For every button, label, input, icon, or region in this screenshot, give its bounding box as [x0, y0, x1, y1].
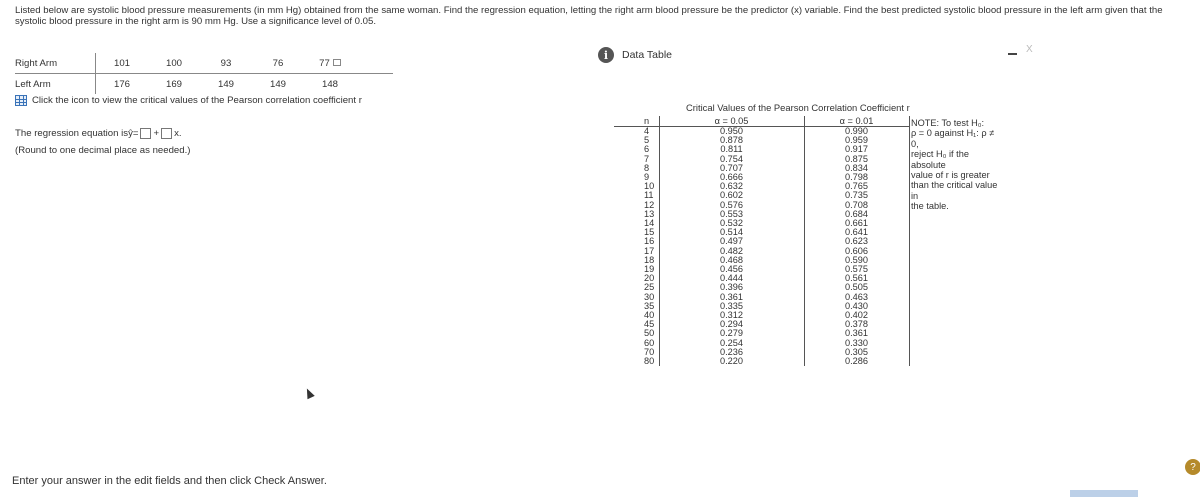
table-cell: 13	[614, 210, 659, 219]
table-cell: 0.279	[659, 329, 804, 338]
table-cell: 25	[614, 283, 659, 292]
data-cell: 149	[217, 78, 234, 90]
table-cell: 0.606	[804, 247, 909, 256]
table-cell: 0.286	[804, 357, 909, 366]
data-cell: 176	[113, 78, 130, 90]
popup-title: Data Table	[622, 49, 673, 61]
table-cell: 0.590	[804, 256, 909, 265]
table-cell: 0.684	[804, 210, 909, 219]
instruction-message: Enter your answer in the edit fields and then click Check Answer.	[12, 475, 327, 487]
table-cell: 0.623	[804, 237, 909, 246]
table-cell: 0.834	[804, 164, 909, 173]
data-cell: 76	[272, 57, 284, 69]
data-row-right-arm	[15, 53, 393, 73]
table-cell: 0.514	[659, 228, 804, 237]
table-cell: 40	[614, 311, 659, 320]
table-cell: 0.505	[804, 283, 909, 292]
table-cell: 0.402	[804, 311, 909, 320]
table-cell: 50	[614, 329, 659, 338]
table-cell: 0.305	[804, 348, 909, 357]
table-cell: 0.959	[804, 136, 909, 145]
table-cell: 0.708	[804, 201, 909, 210]
data-cell: 169	[165, 78, 182, 90]
y-hat: ŷ	[128, 128, 133, 139]
data-cell: 149	[269, 78, 286, 90]
close-button[interactable]: X	[1026, 44, 1033, 55]
table-cell: 0.576	[659, 201, 804, 210]
table-cell: 0.990	[804, 127, 909, 137]
table-cell: 9	[614, 173, 659, 182]
table-cell: 0.666	[659, 173, 804, 182]
table-cell: 4	[614, 127, 659, 137]
help-icon[interactable]: ?	[1185, 459, 1200, 475]
table-icon[interactable]	[15, 95, 27, 106]
table-cell: 0.220	[659, 357, 804, 366]
table-title: Critical Values of the Pearson Correlation Coefficient r	[686, 102, 910, 113]
table-cell: 60	[614, 339, 659, 348]
table-cell: 12	[614, 201, 659, 210]
table-cell: 0.878	[659, 136, 804, 145]
table-cell: 6	[614, 145, 659, 154]
critical-values-text: Click the icon to view the critical values of the Pearson correlation coefficient r	[32, 95, 362, 106]
critical-values-table	[614, 116, 910, 366]
data-cell: 100	[165, 57, 182, 69]
table-cell: 0.294	[659, 320, 804, 329]
table-cell: 0.456	[659, 265, 804, 274]
data-table-popup	[598, 42, 1038, 497]
column-header: α = 0.01	[804, 116, 909, 127]
table-cell: 0.378	[804, 320, 909, 329]
round-note: (Round to one decimal place as needed.)	[15, 145, 191, 156]
table-cell: 0.361	[659, 293, 804, 302]
table-cell: 70	[614, 348, 659, 357]
info-icon: i	[598, 47, 614, 63]
data-grid	[15, 53, 393, 94]
data-row-left-arm	[15, 74, 393, 94]
table-cell: 0.641	[804, 228, 909, 237]
table-cell: 0.575	[804, 265, 909, 274]
column-header: n	[614, 116, 659, 127]
table-cell: 0.765	[804, 182, 909, 191]
data-cell: 93	[220, 57, 232, 69]
table-cell: 10	[614, 182, 659, 191]
table-cell: 45	[614, 320, 659, 329]
table-cell: 0.444	[659, 274, 804, 283]
table-cell: 8	[614, 164, 659, 173]
table-cell: 0.754	[659, 155, 804, 164]
table-cell: 0.632	[659, 182, 804, 191]
table-cell: 19	[614, 265, 659, 274]
table-cell: 0.561	[804, 274, 909, 283]
table-cell: 18	[614, 256, 659, 265]
table-cell: 16	[614, 237, 659, 246]
minimize-button[interactable]	[1008, 53, 1017, 55]
table-cell: 0.532	[659, 219, 804, 228]
note-text: NOTE: To test H₀: ρ = 0 against H₁: ρ ≠ 0, reject H₀ if the absolute value of r is greater than the critical value in the table.	[911, 118, 998, 212]
table-cell: 0.497	[659, 237, 804, 246]
table-cell: 0.254	[659, 339, 804, 348]
table-cell: 0.602	[659, 191, 804, 200]
popup-header	[598, 42, 1038, 68]
table-cell: 0.361	[804, 329, 909, 338]
table-cell: 0.735	[804, 191, 909, 200]
table-cell: 0.707	[659, 164, 804, 173]
critical-values-link	[15, 95, 362, 106]
table-cell: 5	[614, 136, 659, 145]
table-cell: 0.811	[659, 145, 804, 154]
table-cell: 0.468	[659, 256, 804, 265]
table-row	[614, 357, 909, 366]
table-cell: 0.661	[804, 219, 909, 228]
table-cell: 20	[614, 274, 659, 283]
bottom-button-edge[interactable]	[1070, 490, 1138, 497]
data-cell: 101	[113, 57, 130, 69]
slope-input[interactable]	[161, 128, 172, 139]
table-cell: 0.950	[659, 127, 804, 137]
table-cell: 14	[614, 219, 659, 228]
table-cell: 11	[614, 191, 659, 200]
table-cell: 0.430	[804, 302, 909, 311]
problem-statement: Listed below are systolic blood pressure measurements (in mm Hg) obtained from the same woman. Find the regression equation, letting the right arm blood pressure be the predictor (x) variable. Find the best predicted systolic blood pressure in the left arm given that the systolic blood pressure in the right arm is 90 mm Hg. Use a significance level of 0.05.	[15, 5, 1163, 27]
table-cell: 0.335	[659, 302, 804, 311]
table-cell: 0.798	[804, 173, 909, 182]
table-cell: 0.553	[659, 210, 804, 219]
intercept-input[interactable]	[140, 128, 151, 139]
table-cell: 15	[614, 228, 659, 237]
column-header: α = 0.05	[659, 116, 804, 127]
row-label: Right Arm	[15, 57, 58, 69]
table-cell: 7	[614, 155, 659, 164]
table-cell: 35	[614, 302, 659, 311]
data-cell: 77	[304, 58, 356, 69]
copy-icon[interactable]	[333, 59, 341, 66]
table-cell: 30	[614, 293, 659, 302]
table-cell: 0.396	[659, 283, 804, 292]
table-cell: 0.875	[804, 155, 909, 164]
table-cell: 0.312	[659, 311, 804, 320]
table-cell: 0.236	[659, 348, 804, 357]
row-label: Left Arm	[15, 78, 51, 90]
table-cell: 0.917	[804, 145, 909, 154]
data-cell: 148	[321, 78, 338, 90]
table-cell: 0.482	[659, 247, 804, 256]
table-cell: 80	[614, 357, 659, 366]
table-cell: 0.463	[804, 293, 909, 302]
regression-equation: The regression equation is ŷ = + x.	[15, 128, 182, 139]
table-cell: 17	[614, 247, 659, 256]
mouse-cursor-icon	[303, 387, 314, 399]
table-cell: 0.330	[804, 339, 909, 348]
